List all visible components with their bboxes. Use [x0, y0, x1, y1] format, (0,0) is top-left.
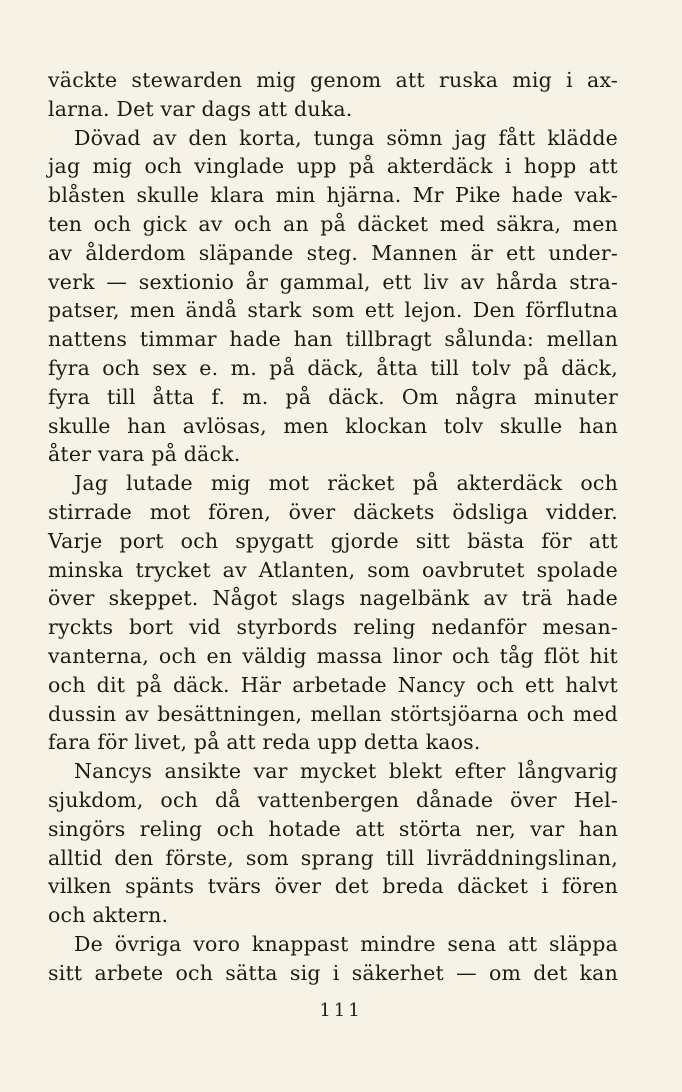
text-line: väckte stewarden mig genom att ruska mig i ax- [48, 68, 618, 92]
text-line: nattens timmar hade han tillbragt sålunda: mellan [48, 327, 618, 352]
text-line: alltid den förste, som sprang till livräddningslinan, [48, 845, 618, 870]
text-line: sitt arbete och sätta sig i säkerhet — om det kan [48, 960, 618, 985]
text-line: och dit på däck. Här arbetade Nancy och ett halvt [48, 672, 618, 697]
text-line: sjukdom, och då vattenbergen dånade över Hel- [48, 787, 618, 812]
text-line: vanterna, och en väldig massa linor och tåg flöt hit [48, 643, 618, 668]
text-line: dussin av besättningen, mellan störtsjöarna och med [48, 701, 618, 726]
text-line: Dövad av den korta, tunga sömn jag fått klädde [74, 125, 618, 150]
text-line: över skeppet. Något slags nagelbänk av trä hade [48, 586, 618, 611]
text-line: av ålderdom släpande steg. Mannen är ett under- [48, 240, 618, 265]
body-text [48, 66, 618, 988]
text-line: minska trycket av Atlanten, som oavbrutet spolade [48, 557, 618, 582]
text-line: Nancys ansikte var mycket blekt efter långvarig [74, 759, 618, 784]
text-line: stirrade mot fören, över däckets ödsliga vidder. [48, 499, 618, 524]
page-number: 111 [319, 1000, 363, 1021]
text-line: verk — sextionio år gammal, ett liv av hårda stra- [48, 269, 618, 294]
text-line: jag mig och vinglade upp på akterdäck i hopp att [48, 154, 618, 179]
text-line: larna. Det var dags att duka. [48, 96, 353, 121]
text-line: skulle han avlösas, men klockan tolv skulle han [48, 413, 618, 438]
text-line: blåsten skulle klara min hjärna. Mr Pike hade vak- [48, 183, 618, 208]
text-line: fara för livet, på att reda upp detta kaos. [48, 730, 481, 755]
text-line: ten och gick av och an på däcket med säkra, men [48, 211, 618, 236]
text-line: fyra till åtta f. m. på däck. Om några minuter [48, 384, 618, 409]
text-line: Varje port och spygatt gjorde sitt bästa för att [48, 528, 618, 553]
text-line: patser, men ändå stark som ett lejon. Den förflutna [48, 298, 618, 323]
text-line: De övriga voro knappast mindre sena att släppa [74, 931, 618, 956]
text-line: åter vara på däck. [48, 442, 241, 467]
text-line: singörs reling och hotade att störta ner, var han [48, 816, 618, 841]
text-line: ryckts bort vid styrbords reling nedanför mesan- [48, 615, 618, 640]
text-line: vilken spänts tvärs över det breda däcket i fören [48, 874, 618, 899]
text-line: Jag lutade mig mot räcket på akterdäck och [74, 471, 618, 496]
text-line: och aktern. [48, 903, 169, 928]
text-line: fyra och sex e. m. på däck, åtta till tolv på däck, [48, 355, 618, 380]
